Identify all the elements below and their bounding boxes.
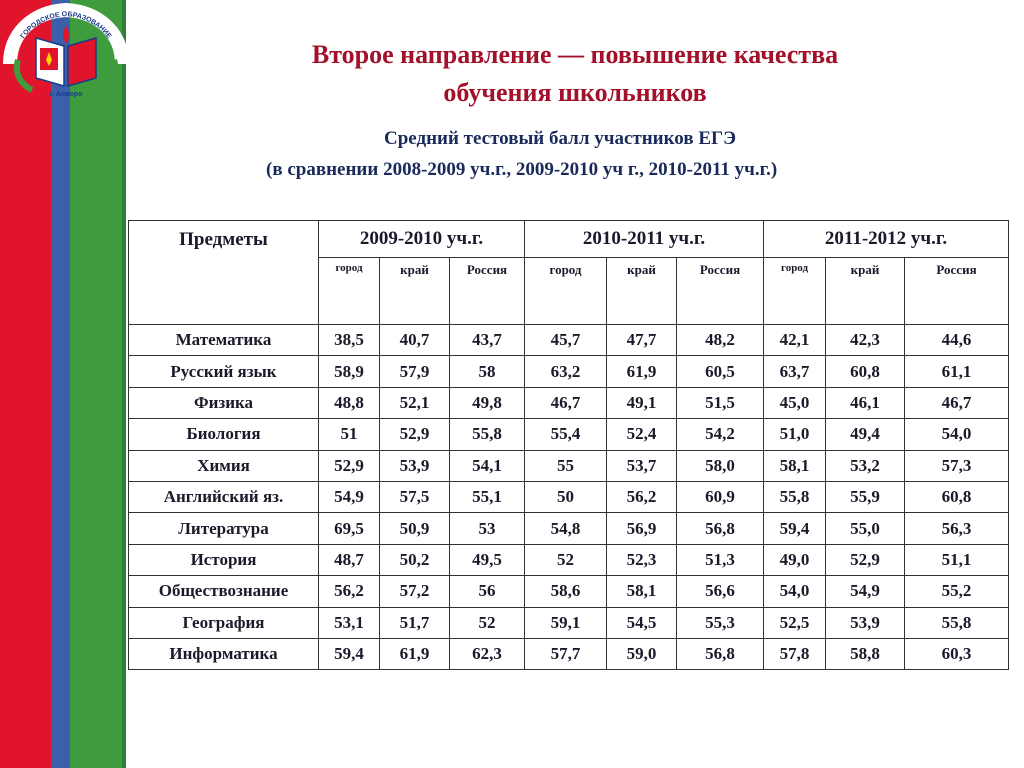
subject-cell: Математика [129,325,319,356]
score-cell: 52,3 [607,544,677,575]
year-header: 2010-2011 уч.г. [525,221,764,258]
score-cell: 54,2 [677,419,764,450]
subject-cell: Русский язык [129,356,319,387]
subject-cell: История [129,544,319,575]
score-cell: 55,4 [525,419,607,450]
score-cell: 58,9 [319,356,380,387]
score-cell: 53,2 [826,450,905,481]
score-cell: 60,8 [826,356,905,387]
score-cell: 60,9 [677,481,764,512]
stripe-separator [122,0,126,768]
score-cell: 42,1 [764,325,826,356]
score-cell: 49,0 [764,544,826,575]
title-line-1: Второе направление — повышение качества [311,40,839,69]
results-table [128,220,1009,670]
score-cell: 58,6 [525,576,607,607]
score-cell: 54,1 [450,450,525,481]
table-body [129,325,1009,670]
score-cell: 46,1 [826,387,905,418]
score-cell: 55,8 [905,607,1009,638]
score-cell: 51 [319,419,380,450]
score-cell: 61,1 [905,356,1009,387]
score-cell: 59,1 [525,607,607,638]
level-header: край [607,258,677,325]
score-cell: 42,3 [826,325,905,356]
score-cell: 55,1 [450,481,525,512]
subject-cell: Обществознание [129,576,319,607]
score-cell: 61,9 [607,356,677,387]
subject-cell: Физика [129,387,319,418]
score-cell: 58,1 [764,450,826,481]
score-cell: 56,6 [677,576,764,607]
score-cell: 57,2 [380,576,450,607]
emblem-city-text: г. Анжеро [49,91,83,98]
table-row [129,481,1009,512]
score-cell: 55,3 [677,607,764,638]
score-cell: 43,7 [450,325,525,356]
score-cell: 56 [450,576,525,607]
table-row [129,576,1009,607]
table-row [129,325,1009,356]
score-cell: 55,8 [764,481,826,512]
score-cell: 69,5 [319,513,380,544]
table-row [129,419,1009,450]
score-cell: 54,8 [525,513,607,544]
score-cell: 38,5 [319,325,380,356]
score-cell: 55,2 [905,576,1009,607]
score-cell: 53,1 [319,607,380,638]
score-cell: 57,5 [380,481,450,512]
score-cell: 52,9 [826,544,905,575]
score-cell: 50,9 [380,513,450,544]
score-cell: 46,7 [525,387,607,418]
score-cell: 59,4 [764,513,826,544]
score-cell: 56,8 [677,513,764,544]
subtitle-line-2: (в сравнении 2008-2009 уч.г., 2009-2010 уч г., 2010-2011 уч.г.) [266,159,778,180]
score-cell: 54,9 [826,576,905,607]
score-cell: 48,2 [677,325,764,356]
score-cell: 56,2 [607,481,677,512]
level-header: край [826,258,905,325]
score-cell: 50 [525,481,607,512]
score-cell: 55 [525,450,607,481]
score-cell: 54,9 [319,481,380,512]
score-cell: 51,1 [905,544,1009,575]
subject-cell: Биология [129,419,319,450]
score-cell: 57,8 [764,638,826,669]
score-cell: 55,8 [450,419,525,450]
subject-cell: Английский яз. [129,481,319,512]
level-header: город [319,258,380,325]
table-row [129,607,1009,638]
level-header: край [380,258,450,325]
subject-cell: География [129,607,319,638]
subject-cell: Информатика [129,638,319,669]
score-cell: 45,0 [764,387,826,418]
emblem-arc-text: ГОРОДСКОЕ ОБРАЗОВАНИЕ [19,10,113,41]
score-cell: 49,8 [450,387,525,418]
year-header: 2011-2012 уч.г. [764,221,1009,258]
table-row [129,513,1009,544]
score-cell: 58,0 [677,450,764,481]
score-cell: 50,2 [380,544,450,575]
score-cell: 51,3 [677,544,764,575]
score-cell: 52,9 [319,450,380,481]
score-cell: 40,7 [380,325,450,356]
score-cell: 57,7 [525,638,607,669]
table-row [129,356,1009,387]
score-cell: 58,8 [826,638,905,669]
score-cell: 54,0 [905,419,1009,450]
year-header: 2009-2010 уч.г. [319,221,525,258]
score-cell: 56,2 [319,576,380,607]
score-cell: 52 [450,607,525,638]
score-cell: 49,4 [826,419,905,450]
score-cell: 46,7 [905,387,1009,418]
emblem-logo-icon [2,0,130,100]
score-cell: 52 [525,544,607,575]
score-cell: 56,8 [677,638,764,669]
subject-cell: Литература [129,513,319,544]
score-cell: 56,9 [607,513,677,544]
score-cell: 63,7 [764,356,826,387]
score-cell: 60,8 [905,481,1009,512]
level-header: Россия [905,258,1009,325]
stripe-red [0,0,51,768]
score-cell: 52,1 [380,387,450,418]
score-cell: 53,9 [380,450,450,481]
score-cell: 58,1 [607,576,677,607]
table-row [129,387,1009,418]
score-cell: 57,3 [905,450,1009,481]
score-cell: 49,5 [450,544,525,575]
score-cell: 59,0 [607,638,677,669]
score-cell: 52,9 [380,419,450,450]
table-header-years [129,221,1009,258]
score-cell: 55,9 [826,481,905,512]
page-title [200,36,950,112]
score-cell: 51,7 [380,607,450,638]
score-cell: 45,7 [525,325,607,356]
level-header: Россия [677,258,764,325]
score-cell: 47,7 [607,325,677,356]
score-cell: 48,8 [319,387,380,418]
level-header: город [525,258,607,325]
score-cell: 59,4 [319,638,380,669]
score-cell: 60,3 [905,638,1009,669]
score-cell: 48,7 [319,544,380,575]
subject-cell: Химия [129,450,319,481]
score-cell: 54,0 [764,576,826,607]
score-cell: 60,5 [677,356,764,387]
score-cell: 54,5 [607,607,677,638]
score-cell: 44,6 [905,325,1009,356]
score-cell: 52,5 [764,607,826,638]
score-cell: 49,1 [607,387,677,418]
stripe-blue [51,0,70,768]
table-row [129,638,1009,669]
level-header: Россия [450,258,525,325]
score-cell: 61,9 [380,638,450,669]
subtitle-line-1: Средний тестовый балл участников ЕГЭ [383,128,736,149]
score-cell: 58 [450,356,525,387]
stripe-green [70,0,122,768]
score-cell: 55,0 [826,513,905,544]
table-row [129,544,1009,575]
score-cell: 52,4 [607,419,677,450]
table-row [129,450,1009,481]
score-cell: 53,7 [607,450,677,481]
score-cell: 63,2 [525,356,607,387]
subject-header: Предметы [129,221,319,325]
score-cell: 57,9 [380,356,450,387]
score-cell: 51,5 [677,387,764,418]
score-cell: 51,0 [764,419,826,450]
score-cell: 56,3 [905,513,1009,544]
level-header: город [764,258,826,325]
title-line-2: обучения школьников [443,78,707,107]
score-cell: 62,3 [450,638,525,669]
score-cell: 53 [450,513,525,544]
score-cell: 53,9 [826,607,905,638]
